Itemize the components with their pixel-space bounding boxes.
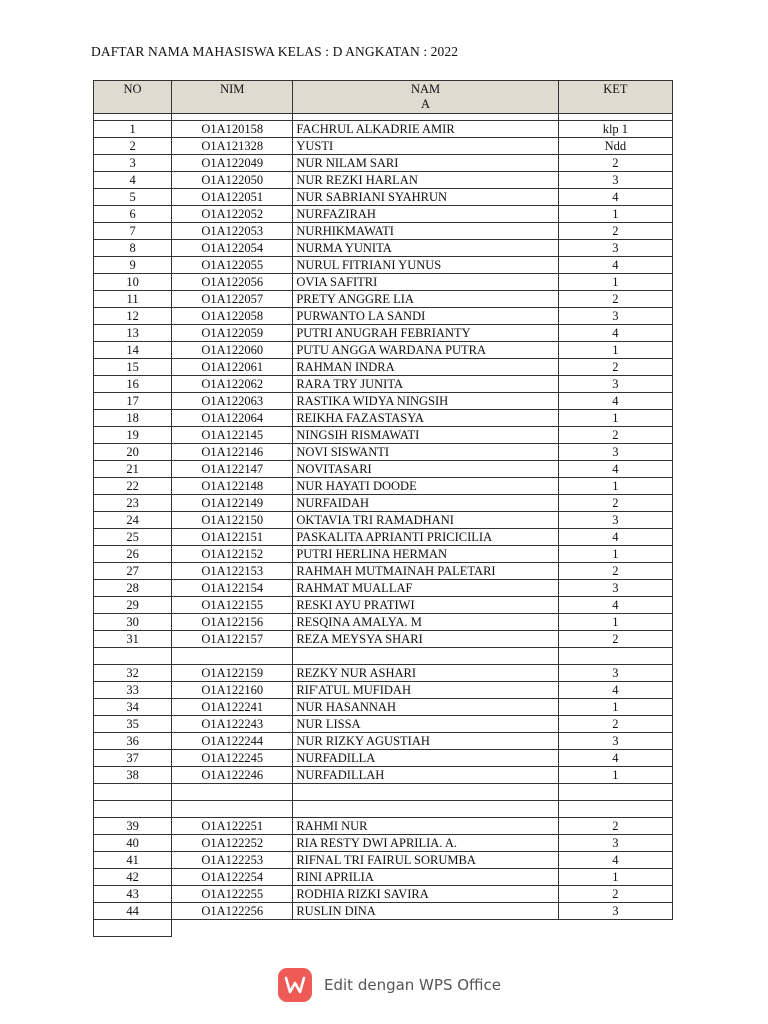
table-row (94, 614, 673, 631)
cell-nim: O1A122053 (172, 223, 293, 240)
cell-name: NOVI SISWANTI (293, 444, 558, 461)
table-tail (94, 920, 673, 937)
cell-ket: 2 (558, 155, 672, 172)
tail-cell (558, 920, 672, 937)
cell-ket: 1 (558, 869, 672, 886)
cell-nim: O1A122052 (172, 206, 293, 223)
cell-ket: 4 (558, 529, 672, 546)
header-name-line2: A (421, 97, 431, 111)
cell-ket: 4 (558, 597, 672, 614)
cell-nim: O1A122254 (172, 869, 293, 886)
cell-nim: O1A122063 (172, 393, 293, 410)
table-row (94, 172, 673, 189)
cell-name: RAHMAN INDRA (293, 359, 558, 376)
table-row (94, 767, 673, 784)
cell-name: PURWANTO LA SANDI (293, 308, 558, 325)
table-body (94, 121, 673, 937)
header-name-line1: NAM (410, 82, 441, 96)
cell-ket: 1 (558, 478, 672, 495)
table-row (94, 410, 673, 427)
cell-no: 3 (94, 155, 172, 172)
cell-ket: 4 (558, 750, 672, 767)
cell-ket: 3 (558, 903, 672, 920)
cell-name: RIA RESTY DWI APRILIA. A. (293, 835, 558, 852)
cell-no: 18 (94, 410, 172, 427)
table-row (94, 393, 673, 410)
cell-no: 27 (94, 563, 172, 580)
cell-no: 44 (94, 903, 172, 920)
table-row (94, 716, 673, 733)
cell-ket: 3 (558, 835, 672, 852)
header-ket: KET (558, 81, 672, 114)
cell-nim: O1A122056 (172, 274, 293, 291)
cell-name: YUSTI (293, 138, 558, 155)
header-name (293, 81, 558, 114)
cell-no: 39 (94, 818, 172, 835)
table-row (94, 580, 673, 597)
cell-ket: Ndd (558, 138, 672, 155)
cell-ket: 3 (558, 444, 672, 461)
cell-name: RINI APRILIA (293, 869, 558, 886)
cell-no: 15 (94, 359, 172, 376)
cell-ket: 3 (558, 512, 672, 529)
cell-name: OKTAVIA TRI RAMADHANI (293, 512, 558, 529)
cell-no: 24 (94, 512, 172, 529)
table-row (94, 495, 673, 512)
cell-name: NURFADILLA (293, 750, 558, 767)
cell-nim: O1A122251 (172, 818, 293, 835)
cell-no: 31 (94, 631, 172, 648)
cell-no: 19 (94, 427, 172, 444)
cell-nim: O1A122148 (172, 478, 293, 495)
table-row (94, 223, 673, 240)
cell-no: 37 (94, 750, 172, 767)
cell-ket: 4 (558, 189, 672, 206)
cell-name: RIF'ATUL MUFIDAH (293, 682, 558, 699)
table-row (94, 342, 673, 359)
cell-name: RESQINA AMALYA. M (293, 614, 558, 631)
cell-name: RARA TRY JUNITA (293, 376, 558, 393)
cell-name: PUTRI ANUGRAH FEBRIANTY (293, 325, 558, 342)
cell-nim (172, 801, 293, 818)
cell-name: NUR HASANNAH (293, 699, 558, 716)
cell-nim: O1A122062 (172, 376, 293, 393)
cell-ket: 3 (558, 665, 672, 682)
table-row (94, 750, 673, 767)
cell-nim: O1A122155 (172, 597, 293, 614)
table-row (94, 461, 673, 478)
cell-name: RIFNAL TRI FAIRUL SORUMBA (293, 852, 558, 869)
cell-nim: O1A122051 (172, 189, 293, 206)
cell-ket: 4 (558, 852, 672, 869)
cell-name: RASTIKA WIDYA NINGSIH (293, 393, 558, 410)
cell-nim: O1A122160 (172, 682, 293, 699)
table-row (94, 665, 673, 682)
cell-no: 11 (94, 291, 172, 308)
cell-nim: O1A122243 (172, 716, 293, 733)
cell-nim: O1A122061 (172, 359, 293, 376)
table-row (94, 444, 673, 461)
table-row (94, 325, 673, 342)
table-row (94, 903, 673, 920)
cell-ket (558, 648, 672, 665)
cell-ket: 1 (558, 767, 672, 784)
table-row-empty (94, 784, 673, 801)
cell-no: 9 (94, 257, 172, 274)
cell-nim: O1A122145 (172, 427, 293, 444)
cell-name: NINGSIH RISMAWATI (293, 427, 558, 444)
header-gap (94, 114, 673, 121)
cell-no (94, 784, 172, 801)
cell-nim: O1A120158 (172, 121, 293, 138)
wps-logo-icon[interactable] (278, 968, 312, 1002)
cell-no: 13 (94, 325, 172, 342)
table-row (94, 206, 673, 223)
cell-nim: O1A122152 (172, 546, 293, 563)
table-row (94, 257, 673, 274)
cell-ket: 2 (558, 631, 672, 648)
table-row (94, 529, 673, 546)
cell-nim: O1A122256 (172, 903, 293, 920)
cell-no: 38 (94, 767, 172, 784)
cell-name (293, 648, 558, 665)
cell-name: RAHMAH MUTMAINAH PALETARI (293, 563, 558, 580)
cell-no: 34 (94, 699, 172, 716)
cell-ket: 1 (558, 342, 672, 359)
cell-name: NUR LISSA (293, 716, 558, 733)
table-row (94, 597, 673, 614)
cell-ket: 3 (558, 580, 672, 597)
cell-nim: O1A122146 (172, 444, 293, 461)
cell-nim: O1A122059 (172, 325, 293, 342)
cell-ket: 4 (558, 257, 672, 274)
cell-ket: 1 (558, 699, 672, 716)
cell-nim: O1A122241 (172, 699, 293, 716)
table-row (94, 121, 673, 138)
cell-no: 4 (94, 172, 172, 189)
table-row (94, 512, 673, 529)
cell-nim (172, 784, 293, 801)
cell-ket: 3 (558, 308, 672, 325)
table-row (94, 376, 673, 393)
cell-no: 35 (94, 716, 172, 733)
cell-no (94, 801, 172, 818)
table-row (94, 835, 673, 852)
cell-no: 26 (94, 546, 172, 563)
cell-name (293, 801, 558, 818)
cell-ket: 2 (558, 223, 672, 240)
cell-nim: O1A122153 (172, 563, 293, 580)
cell-nim: O1A122150 (172, 512, 293, 529)
table-row (94, 869, 673, 886)
cell-name: PUTU ANGGA WARDANA PUTRA (293, 342, 558, 359)
cell-ket: 1 (558, 410, 672, 427)
wps-edit-label[interactable]: Edit dengan WPS Office (324, 976, 502, 994)
table-row (94, 359, 673, 376)
cell-no: 8 (94, 240, 172, 257)
cell-nim: O1A122057 (172, 291, 293, 308)
table-row (94, 886, 673, 903)
cell-nim: O1A122245 (172, 750, 293, 767)
cell-no: 5 (94, 189, 172, 206)
cell-no: 21 (94, 461, 172, 478)
cell-no: 42 (94, 869, 172, 886)
cell-name: PRETY ANGGRE LIA (293, 291, 558, 308)
cell-name: FACHRUL ALKADRIE AMIR (293, 121, 558, 138)
cell-name: REZA MEYSYA SHARI (293, 631, 558, 648)
cell-ket: 4 (558, 325, 672, 342)
cell-nim: O1A122058 (172, 308, 293, 325)
table-header-row (94, 81, 673, 114)
wps-edit-banner[interactable] (278, 968, 501, 1002)
cell-no: 14 (94, 342, 172, 359)
cell-nim: O1A122060 (172, 342, 293, 359)
cell-name: NURMA YUNITA (293, 240, 558, 257)
cell-ket: 4 (558, 393, 672, 410)
cell-ket: 4 (558, 461, 672, 478)
cell-name (293, 784, 558, 801)
cell-ket: 3 (558, 172, 672, 189)
cell-ket: klp 1 (558, 121, 672, 138)
table-row (94, 699, 673, 716)
cell-nim: O1A122154 (172, 580, 293, 597)
cell-nim: O1A122049 (172, 155, 293, 172)
cell-no: 28 (94, 580, 172, 597)
cell-nim: O1A122054 (172, 240, 293, 257)
cell-no: 10 (94, 274, 172, 291)
cell-name: RUSLIN DINA (293, 903, 558, 920)
cell-no: 6 (94, 206, 172, 223)
cell-name: REIKHA FAZASTASYA (293, 410, 558, 427)
cell-nim: O1A122244 (172, 733, 293, 750)
cell-nim: O1A122246 (172, 767, 293, 784)
cell-name: PASKALITA APRIANTI PRICICILIA (293, 529, 558, 546)
cell-ket: 3 (558, 376, 672, 393)
table-row-empty (94, 801, 673, 818)
cell-no: 16 (94, 376, 172, 393)
cell-ket: 2 (558, 427, 672, 444)
tail-cell (172, 920, 293, 937)
table-row (94, 818, 673, 835)
cell-name: NURFADILLAH (293, 767, 558, 784)
header-nim: NIM (172, 81, 293, 114)
cell-nim: O1A122147 (172, 461, 293, 478)
table-row (94, 563, 673, 580)
tail-cell (293, 920, 558, 937)
cell-ket: 4 (558, 682, 672, 699)
table-row (94, 546, 673, 563)
cell-nim: O1A122050 (172, 172, 293, 189)
cell-name: NURHIKMAWATI (293, 223, 558, 240)
cell-nim: O1A122159 (172, 665, 293, 682)
cell-no: 1 (94, 121, 172, 138)
cell-name: RESKI AYU PRATIWI (293, 597, 558, 614)
cell-nim: O1A122156 (172, 614, 293, 631)
table-row (94, 682, 673, 699)
cell-no: 36 (94, 733, 172, 750)
cell-nim: O1A122151 (172, 529, 293, 546)
cell-nim (172, 648, 293, 665)
table-row (94, 240, 673, 257)
cell-ket: 2 (558, 716, 672, 733)
cell-name: NUR SABRIANI SYAHRUN (293, 189, 558, 206)
cell-nim: O1A122149 (172, 495, 293, 512)
cell-name: RODHIA RIZKI SAVIRA (293, 886, 558, 903)
cell-no: 41 (94, 852, 172, 869)
cell-no: 30 (94, 614, 172, 631)
cell-name: NURFAIDAH (293, 495, 558, 512)
cell-no: 33 (94, 682, 172, 699)
cell-ket: 2 (558, 495, 672, 512)
table-row (94, 189, 673, 206)
table-row (94, 138, 673, 155)
cell-ket: 1 (558, 274, 672, 291)
cell-name: NUR NILAM SARI (293, 155, 558, 172)
header-no: NO (94, 81, 172, 114)
cell-ket: 2 (558, 818, 672, 835)
table-row (94, 155, 673, 172)
cell-nim: O1A122157 (172, 631, 293, 648)
cell-no: 32 (94, 665, 172, 682)
cell-name: NURUL FITRIANI YUNUS (293, 257, 558, 274)
cell-name: NUR HAYATI DOODE (293, 478, 558, 495)
cell-no: 25 (94, 529, 172, 546)
cell-ket: 2 (558, 291, 672, 308)
cell-no: 22 (94, 478, 172, 495)
cell-ket: 2 (558, 359, 672, 376)
cell-name: RAHMI NUR (293, 818, 558, 835)
cell-ket: 2 (558, 563, 672, 580)
cell-no: 29 (94, 597, 172, 614)
cell-nim: O1A122255 (172, 886, 293, 903)
cell-no: 2 (94, 138, 172, 155)
table-row (94, 478, 673, 495)
cell-nim: O1A122253 (172, 852, 293, 869)
cell-nim: O1A121328 (172, 138, 293, 155)
cell-no: 23 (94, 495, 172, 512)
cell-no: 20 (94, 444, 172, 461)
cell-name: REZKY NUR ASHARI (293, 665, 558, 682)
table-row (94, 291, 673, 308)
cell-name: OVIA SAFITRI (293, 274, 558, 291)
cell-name: PUTRI HERLINA HERMAN (293, 546, 558, 563)
cell-no (94, 648, 172, 665)
document-title: DAFTAR NAMA MAHASISWA KELAS : D ANGKATAN : 2022 (91, 44, 459, 59)
cell-no: 12 (94, 308, 172, 325)
tail-cell (94, 920, 172, 937)
cell-nim: O1A122055 (172, 257, 293, 274)
cell-name: NOVITASARI (293, 461, 558, 478)
cell-name: RAHMAT MUALLAF (293, 580, 558, 597)
table-row (94, 733, 673, 750)
cell-ket (558, 784, 672, 801)
cell-ket: 1 (558, 614, 672, 631)
table-row (94, 427, 673, 444)
cell-name: NUR REZKI HARLAN (293, 172, 558, 189)
cell-nim: O1A122064 (172, 410, 293, 427)
cell-no: 40 (94, 835, 172, 852)
cell-ket: 3 (558, 240, 672, 257)
table-row-empty (94, 648, 673, 665)
cell-no: 43 (94, 886, 172, 903)
student-roster-table (93, 80, 673, 937)
table-row (94, 308, 673, 325)
cell-nim: O1A122252 (172, 835, 293, 852)
table-row (94, 852, 673, 869)
cell-ket: 1 (558, 546, 672, 563)
cell-name: NUR RIZKY AGUSTIAH (293, 733, 558, 750)
cell-ket: 3 (558, 733, 672, 750)
cell-name: NURFAZIRAH (293, 206, 558, 223)
cell-no: 7 (94, 223, 172, 240)
table-row (94, 274, 673, 291)
cell-ket: 1 (558, 206, 672, 223)
table-row (94, 631, 673, 648)
cell-ket: 2 (558, 886, 672, 903)
cell-ket (558, 801, 672, 818)
cell-no: 17 (94, 393, 172, 410)
